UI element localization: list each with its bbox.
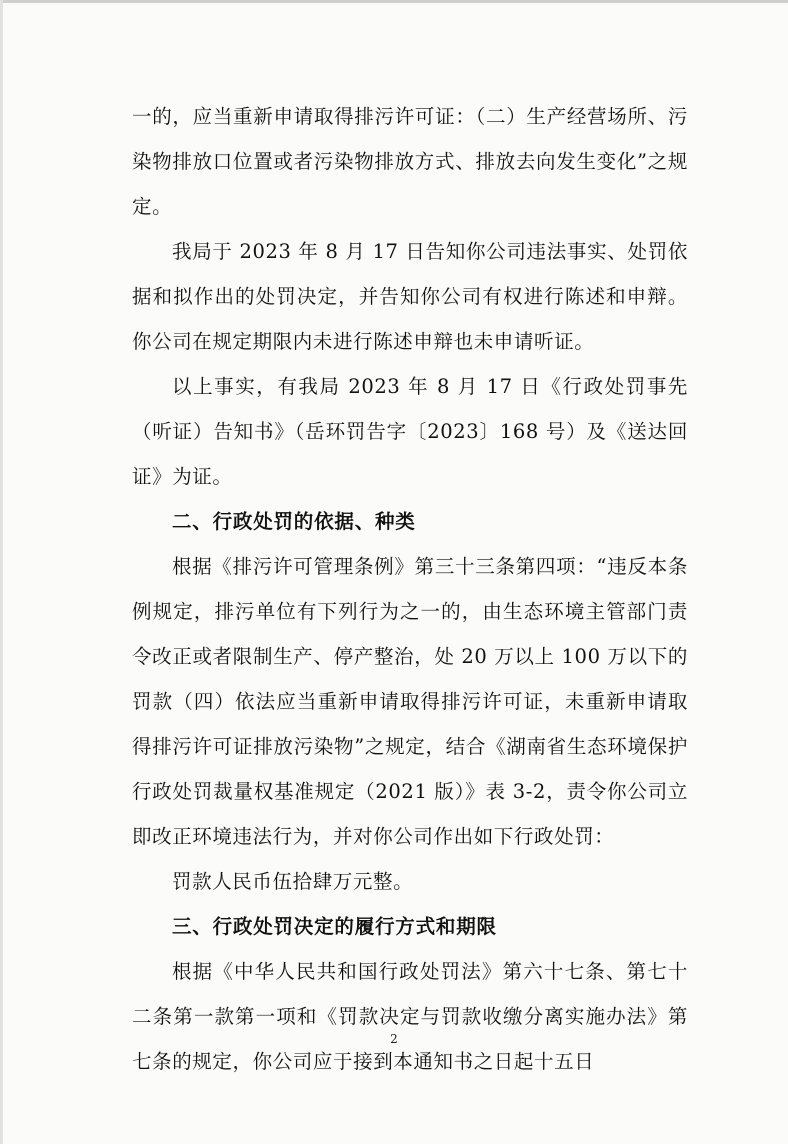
- scan-edge-left: [0, 0, 3, 1144]
- paragraph-penalty-amount: 罚款人民币伍拾肆万元整。: [172, 870, 414, 893]
- section-heading-basis: 二、行政处罚的依据、种类: [172, 510, 416, 533]
- section-heading-performance: 三、行政处罚决定的履行方式和期限: [172, 915, 497, 938]
- paragraph-continuation: 一的，应当重新申请取得排污许可证：（二）生产经营场所、污染物排放口位置或者污染物排放方式、排放去向发生变化”之规定。: [132, 105, 688, 218]
- paragraph-legal-basis: 根据《排污许可管理条例》第三十三条第四项：“违反本条例规定，排污单位有下列行为之一的，由生态环境主管部门责令改正或者限制生产、停产整治，处 20 万以上 100 万以下的罚款（四）依法应当重新申请取得排污许可证，未重新申请取得排污许可证排放污染物”之规定，结合《湖南省生态环境保护行政处罚裁量权基准规定（2021 版）》表 3-2，责令你公司立即改正环境违法行为，并对你公司作出如下行政处罚：: [132, 555, 688, 848]
- paragraph-performance: 根据《中华人民共和国行政处罚法》第六十七条、第七十二条第一款第一项和《罚款决定与罚款收缴分离实施办法》第七条的规定，你公司应于接到本通知书之日起十五日: [132, 960, 688, 1073]
- scan-edge-top: [0, 0, 788, 3]
- paragraph-notification: 我局于 2023 年 8 月 17 日告知你公司违法事实、处罚依据和拟作出的处罚决定，并告知你公司有权进行陈述和申辩。你公司在规定期限内未进行陈述申辩也未申请听证。: [132, 240, 688, 353]
- paragraph-evidence: 以上事实，有我局 2023 年 8 月 17 日《行政处罚事先（听证）告知书》（岳环罚告字〔2023〕168 号）及《送达回证》为证。: [132, 375, 688, 488]
- document-body: [132, 94, 688, 1084]
- page-number: 2: [390, 1032, 398, 1046]
